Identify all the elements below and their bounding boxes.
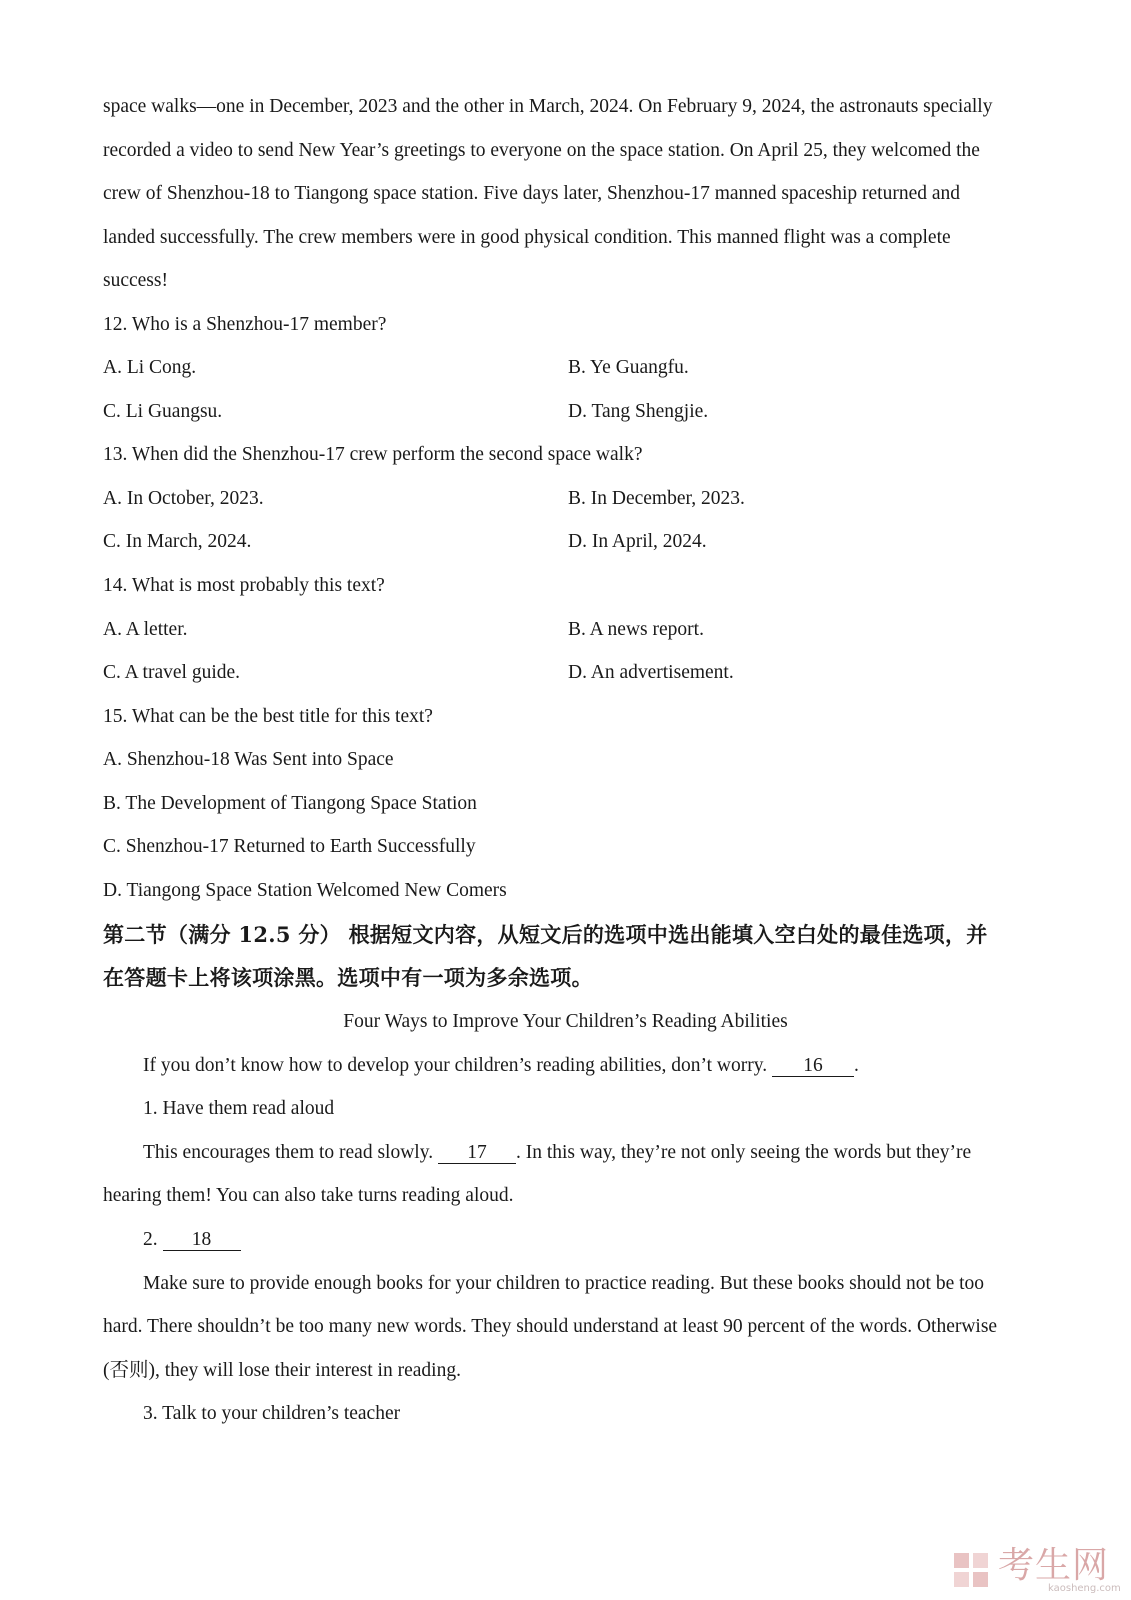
question-12-option-d: D. Tang Shengjie. xyxy=(568,401,709,422)
blank-16: 16 xyxy=(772,1056,854,1077)
question-15-option-a: A. Shenzhou-18 Was Sent into Space xyxy=(103,749,394,770)
point-1-paragraph-line-2: hearing them! You can also take turns reading aloud. xyxy=(103,1185,514,1206)
intro-paragraph xyxy=(143,1053,859,1079)
passage-line-4: landed successfully. The crew members were in good physical condition. This manned flight was a complete xyxy=(103,227,951,248)
point-1-heading: 1. Have them read aloud xyxy=(143,1098,335,1119)
question-13-option-c: C. In March, 2024. xyxy=(103,531,252,552)
question-15-option-d: D. Tiangong Space Station Welcomed New Comers xyxy=(103,880,507,901)
intro-text: If you don’t know how to develop your children’s reading abilities, don’t worry. xyxy=(143,1055,768,1076)
question-13-option-a: A. In October, 2023. xyxy=(103,488,264,509)
question-12-stem: 12. Who is a Shenzhou-17 member? xyxy=(103,314,387,335)
question-15-option-c: C. Shenzhou-17 Returned to Earth Successfully xyxy=(103,836,476,857)
section-2-heading-line-1: 第二节（满分 12.5 分） 根据短文内容，从短文后的选项中选出能填入空白处的最佳选项，并 xyxy=(103,922,988,947)
point-1-text-after: . In this way, they’re not only seeing the words but they’re xyxy=(515,1142,972,1163)
question-13-option-b: B. In December, 2023. xyxy=(568,488,745,509)
passage-line-2: recorded a video to send New Year’s greetings to everyone on the space station. On April 25, they welcomed the xyxy=(103,140,980,161)
question-12-option-a: A. Li Cong. xyxy=(103,357,197,378)
section-2-heading-line-2: 在答题卡上将该项涂黑。选项中有一项为多余选项。 xyxy=(103,965,593,990)
point-1-text-before: This encourages them to read slowly. xyxy=(143,1142,434,1163)
kaosheng-logo-icon xyxy=(952,1550,992,1590)
kaosheng-watermark xyxy=(952,1545,1122,1594)
question-14-stem: 14. What is most probably this text? xyxy=(103,575,385,596)
question-12-option-b: B. Ye Guangfu. xyxy=(568,357,689,378)
point-2-heading xyxy=(143,1227,241,1253)
point-3-heading: 3. Talk to your children’s teacher xyxy=(143,1403,401,1424)
intro-period: . xyxy=(853,1055,859,1076)
passage-title: Four Ways to Improve Your Children’s Reading Abilities xyxy=(343,1011,788,1032)
watermark-url-text: kaosheng.com xyxy=(1048,1583,1121,1594)
point-2-number: 2. xyxy=(143,1229,158,1250)
question-13-stem: 13. When did the Shenzhou-17 crew perform the second space walk? xyxy=(103,444,643,465)
passage-line-5: success! xyxy=(103,270,168,291)
blank-17: 17 xyxy=(438,1143,516,1164)
question-14-option-a: A. A letter. xyxy=(103,619,188,640)
question-14-option-c: C. A travel guide. xyxy=(103,662,241,683)
watermark-brand-text: 考生网 xyxy=(998,1545,1110,1586)
point-2-paragraph-line-3: (否则), they will lose their interest in reading. xyxy=(103,1360,461,1381)
question-12-option-c: C. Li Guangsu. xyxy=(103,401,223,422)
blank-18: 18 xyxy=(163,1230,241,1251)
question-15-stem: 15. What can be the best title for this text? xyxy=(103,706,433,727)
question-15-option-b: B. The Development of Tiangong Space Station xyxy=(103,793,477,814)
question-13-option-d: D. In April, 2024. xyxy=(568,531,707,552)
passage-line-1: space walks—one in December, 2023 and the other in March, 2024. On February 9, 2024, the astronauts specially xyxy=(103,96,993,117)
question-14-option-b: B. A news report. xyxy=(568,619,704,640)
question-14-option-d: D. An advertisement. xyxy=(568,662,734,683)
point-2-paragraph-line-2: hard. There shouldn’t be too many new words. They should understand at least 90 percent of the words. Otherwise xyxy=(103,1316,998,1337)
point-2-paragraph-line-1: Make sure to provide enough books for your children to practice reading. But these books should not be too xyxy=(143,1273,985,1294)
passage-line-3: crew of Shenzhou-18 to Tiangong space station. Five days later, Shenzhou-17 manned spaceship returned and xyxy=(103,183,961,204)
point-1-paragraph-line-1 xyxy=(143,1140,971,1166)
